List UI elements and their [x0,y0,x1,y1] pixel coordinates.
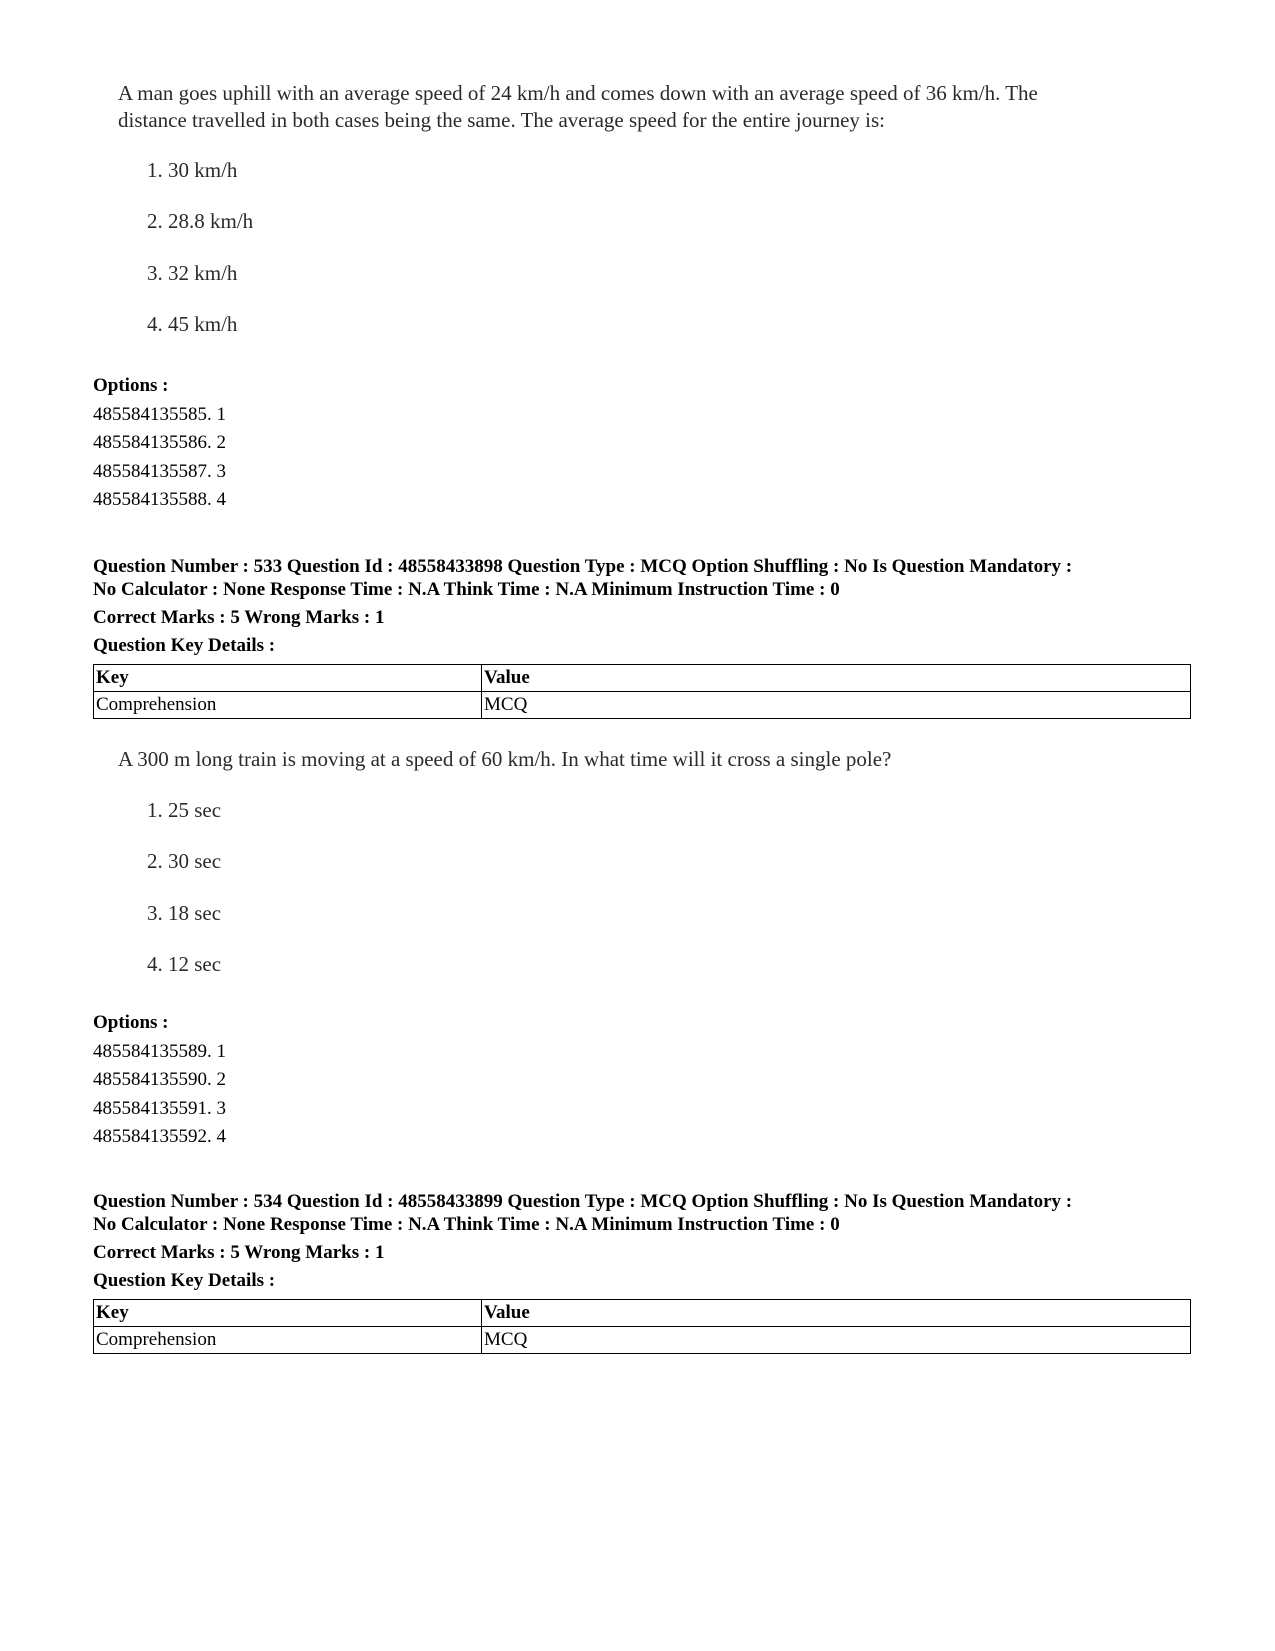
table-header-key: Key [94,665,482,692]
question-marks: Correct Marks : 5 Wrong Marks : 1 [93,607,385,628]
question-text-block [118,746,1178,976]
question-choice: 3. 18 sec [147,901,222,925]
option-item: 485584135588. 4 [93,489,226,510]
question-meta-line: No Calculator : None Response Time : N.A Think Time : N.A Minimum Instruction Time : 0 [93,579,840,600]
question-choice: 2. 28.8 km/h [147,209,254,233]
key-value-table-533 [93,664,1191,719]
question-choice: 4. 12 sec [147,952,222,976]
question-text-block [118,80,1178,336]
question-meta-line: Question Number : 533 Question Id : 48558433898 Question Type : MCQ Option Shuffling : No Is Question Mandatory : [93,556,1073,577]
table-header-row [94,1300,1191,1327]
table-header-key: Key [94,1300,482,1327]
question-marks: Correct Marks : 5 Wrong Marks : 1 [93,1242,385,1263]
table-row [94,692,1191,719]
table-cell-value: MCQ [482,1327,1191,1354]
table-header-value: Value [482,1300,1191,1327]
options-list [93,372,226,515]
question-text-line: A man goes uphill with an average speed of 24 km/h and comes down with an average speed of 36 km/h. The [118,81,1038,105]
option-item: 485584135586. 2 [93,432,226,453]
option-item: 485584135585. 1 [93,403,226,425]
option-item: 485584135592. 4 [93,1126,226,1147]
question-meta-534 [93,1190,1203,1292]
question-meta-line: Question Number : 534 Question Id : 48558433899 Question Type : MCQ Option Shuffling : No Is Question Mandatory : [93,1191,1073,1212]
table-cell-key: Comprehension [94,1327,482,1354]
options-title: Options : [93,1012,169,1033]
options-title: Options : [93,375,169,396]
option-item: 485584135587. 3 [93,460,226,482]
question-key-details-title: Question Key Details : [93,1270,276,1291]
table-header-value: Value [482,665,1191,692]
options-list [93,1009,226,1152]
option-item: 485584135590. 2 [93,1069,226,1090]
table-row [94,1327,1191,1354]
question-choice: 3. 32 km/h [147,261,238,285]
table-cell-value: MCQ [482,692,1191,719]
table-header-row [94,665,1191,692]
question-text-line: A 300 m long train is moving at a speed of 60 km/h. In what time will it cross a single pole? [118,747,892,771]
key-value-table-534 [93,1299,1191,1354]
option-item: 485584135591. 3 [93,1097,226,1119]
question-choice: 4. 45 km/h [147,312,238,336]
question-choice: 1. 30 km/h [147,158,238,182]
question-choice: 1. 25 sec [147,798,222,822]
question-meta-line: No Calculator : None Response Time : N.A Think Time : N.A Minimum Instruction Time : 0 [93,1214,840,1235]
question-text-line: distance travelled in both cases being the same. The average speed for the entire journey is: [118,108,885,132]
option-item: 485584135589. 1 [93,1040,226,1062]
question-key-details-title: Question Key Details : [93,635,276,656]
question-choice: 2. 30 sec [147,849,222,873]
table-cell-key: Comprehension [94,692,482,719]
question-meta-533 [93,555,1203,657]
